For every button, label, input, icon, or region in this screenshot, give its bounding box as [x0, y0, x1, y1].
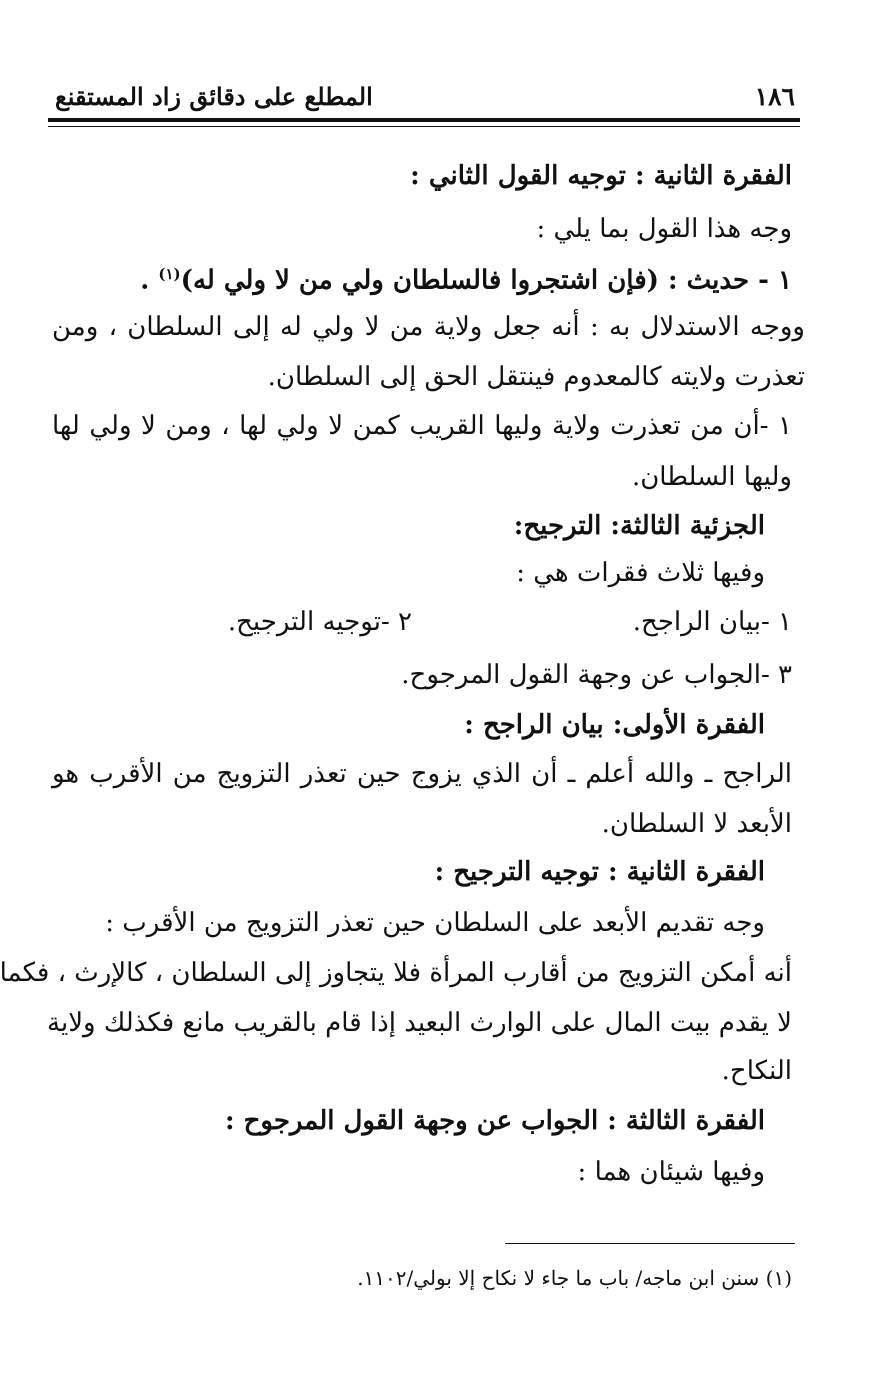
page-number: ١٨٦ — [754, 82, 795, 111]
subsection-heading: الفقرة الأولى: بيان الراجح : — [464, 710, 765, 740]
paragraph-line: وفيها شيئان هما : — [577, 1157, 765, 1187]
paragraph-line: الأبعد لا السلطان. — [601, 809, 792, 839]
section-heading: الجزئية الثالثة: الترجيح: — [513, 511, 765, 541]
paragraph-line: النكاح. — [721, 1056, 792, 1086]
paragraph-line: وجه تقديم الأبعد على السلطان حين تعذر التزويج من الأقرب : — [105, 908, 765, 938]
hadith-text: ١ - حديث : (فإن اشتجروا فالسلطان ولي من لا ولي له) — [180, 265, 792, 296]
paragraph-line: أنه أمكن التزويج من أقارب المرأة فلا يتجاوز إلى السلطان ، كالإرث ، فكما — [0, 958, 792, 988]
paragraph-line: وليها السلطان. — [631, 462, 792, 492]
subsection-heading: الفقرة الثانية : توجيه القول الثاني : — [410, 161, 792, 191]
list-item: ٢ -توجيه الترجيح. — [227, 607, 412, 637]
paragraph-line: الراجح ـ والله أعلم ـ أن الذي يزوج حين تعذر التزويج من الأقرب هو — [52, 759, 792, 789]
header-rule-thin — [48, 126, 800, 127]
subsection-heading: الفقرة الثالثة : الجواب عن وجهة القول المرجوح : — [225, 1106, 765, 1136]
paragraph-line: وجه هذا القول بما يلي : — [536, 214, 792, 244]
paragraph-line: ١ -أن من تعذرت ولاية وليها القريب كمن لا ولي لها ، ومن لا ولي لها — [52, 411, 792, 441]
paragraph-line: ووجه الاستدلال به : أنه جعل ولاية من لا ولي له إلى السلطان ، ومن — [52, 312, 805, 342]
list-item: ٣ -الجواب عن وجهة القول المرجوح. — [401, 660, 792, 690]
running-header — [55, 82, 795, 114]
footnote-ref: (١) — [158, 265, 181, 283]
hadith-line — [140, 254, 792, 294]
paragraph-line: لا يقدم بيت المال على الوارث البعيد إذا قام بالقريب مانع فكذلك ولاية — [47, 1008, 792, 1038]
list-item: ١ -بيان الراجح. — [632, 607, 792, 637]
paragraph-line: وفيها ثلاث فقرات هي : — [516, 558, 765, 588]
subsection-heading: الفقرة الثانية : توجيه الترجيح : — [434, 857, 765, 887]
book-title: المطلع على دقائق زاد المستقنع — [55, 82, 373, 111]
full-stop: . — [140, 265, 159, 296]
header-rule-thick — [48, 118, 800, 122]
footnote: (١) سنن ابن ماجه/ باب ما جاء لا نكاح إلا بولي/١١٠٢. — [357, 1266, 792, 1290]
paragraph-line: تعذرت ولايته كالمعدوم فينتقل الحق إلى السلطان. — [267, 362, 805, 392]
footnote-rule — [505, 1243, 795, 1244]
